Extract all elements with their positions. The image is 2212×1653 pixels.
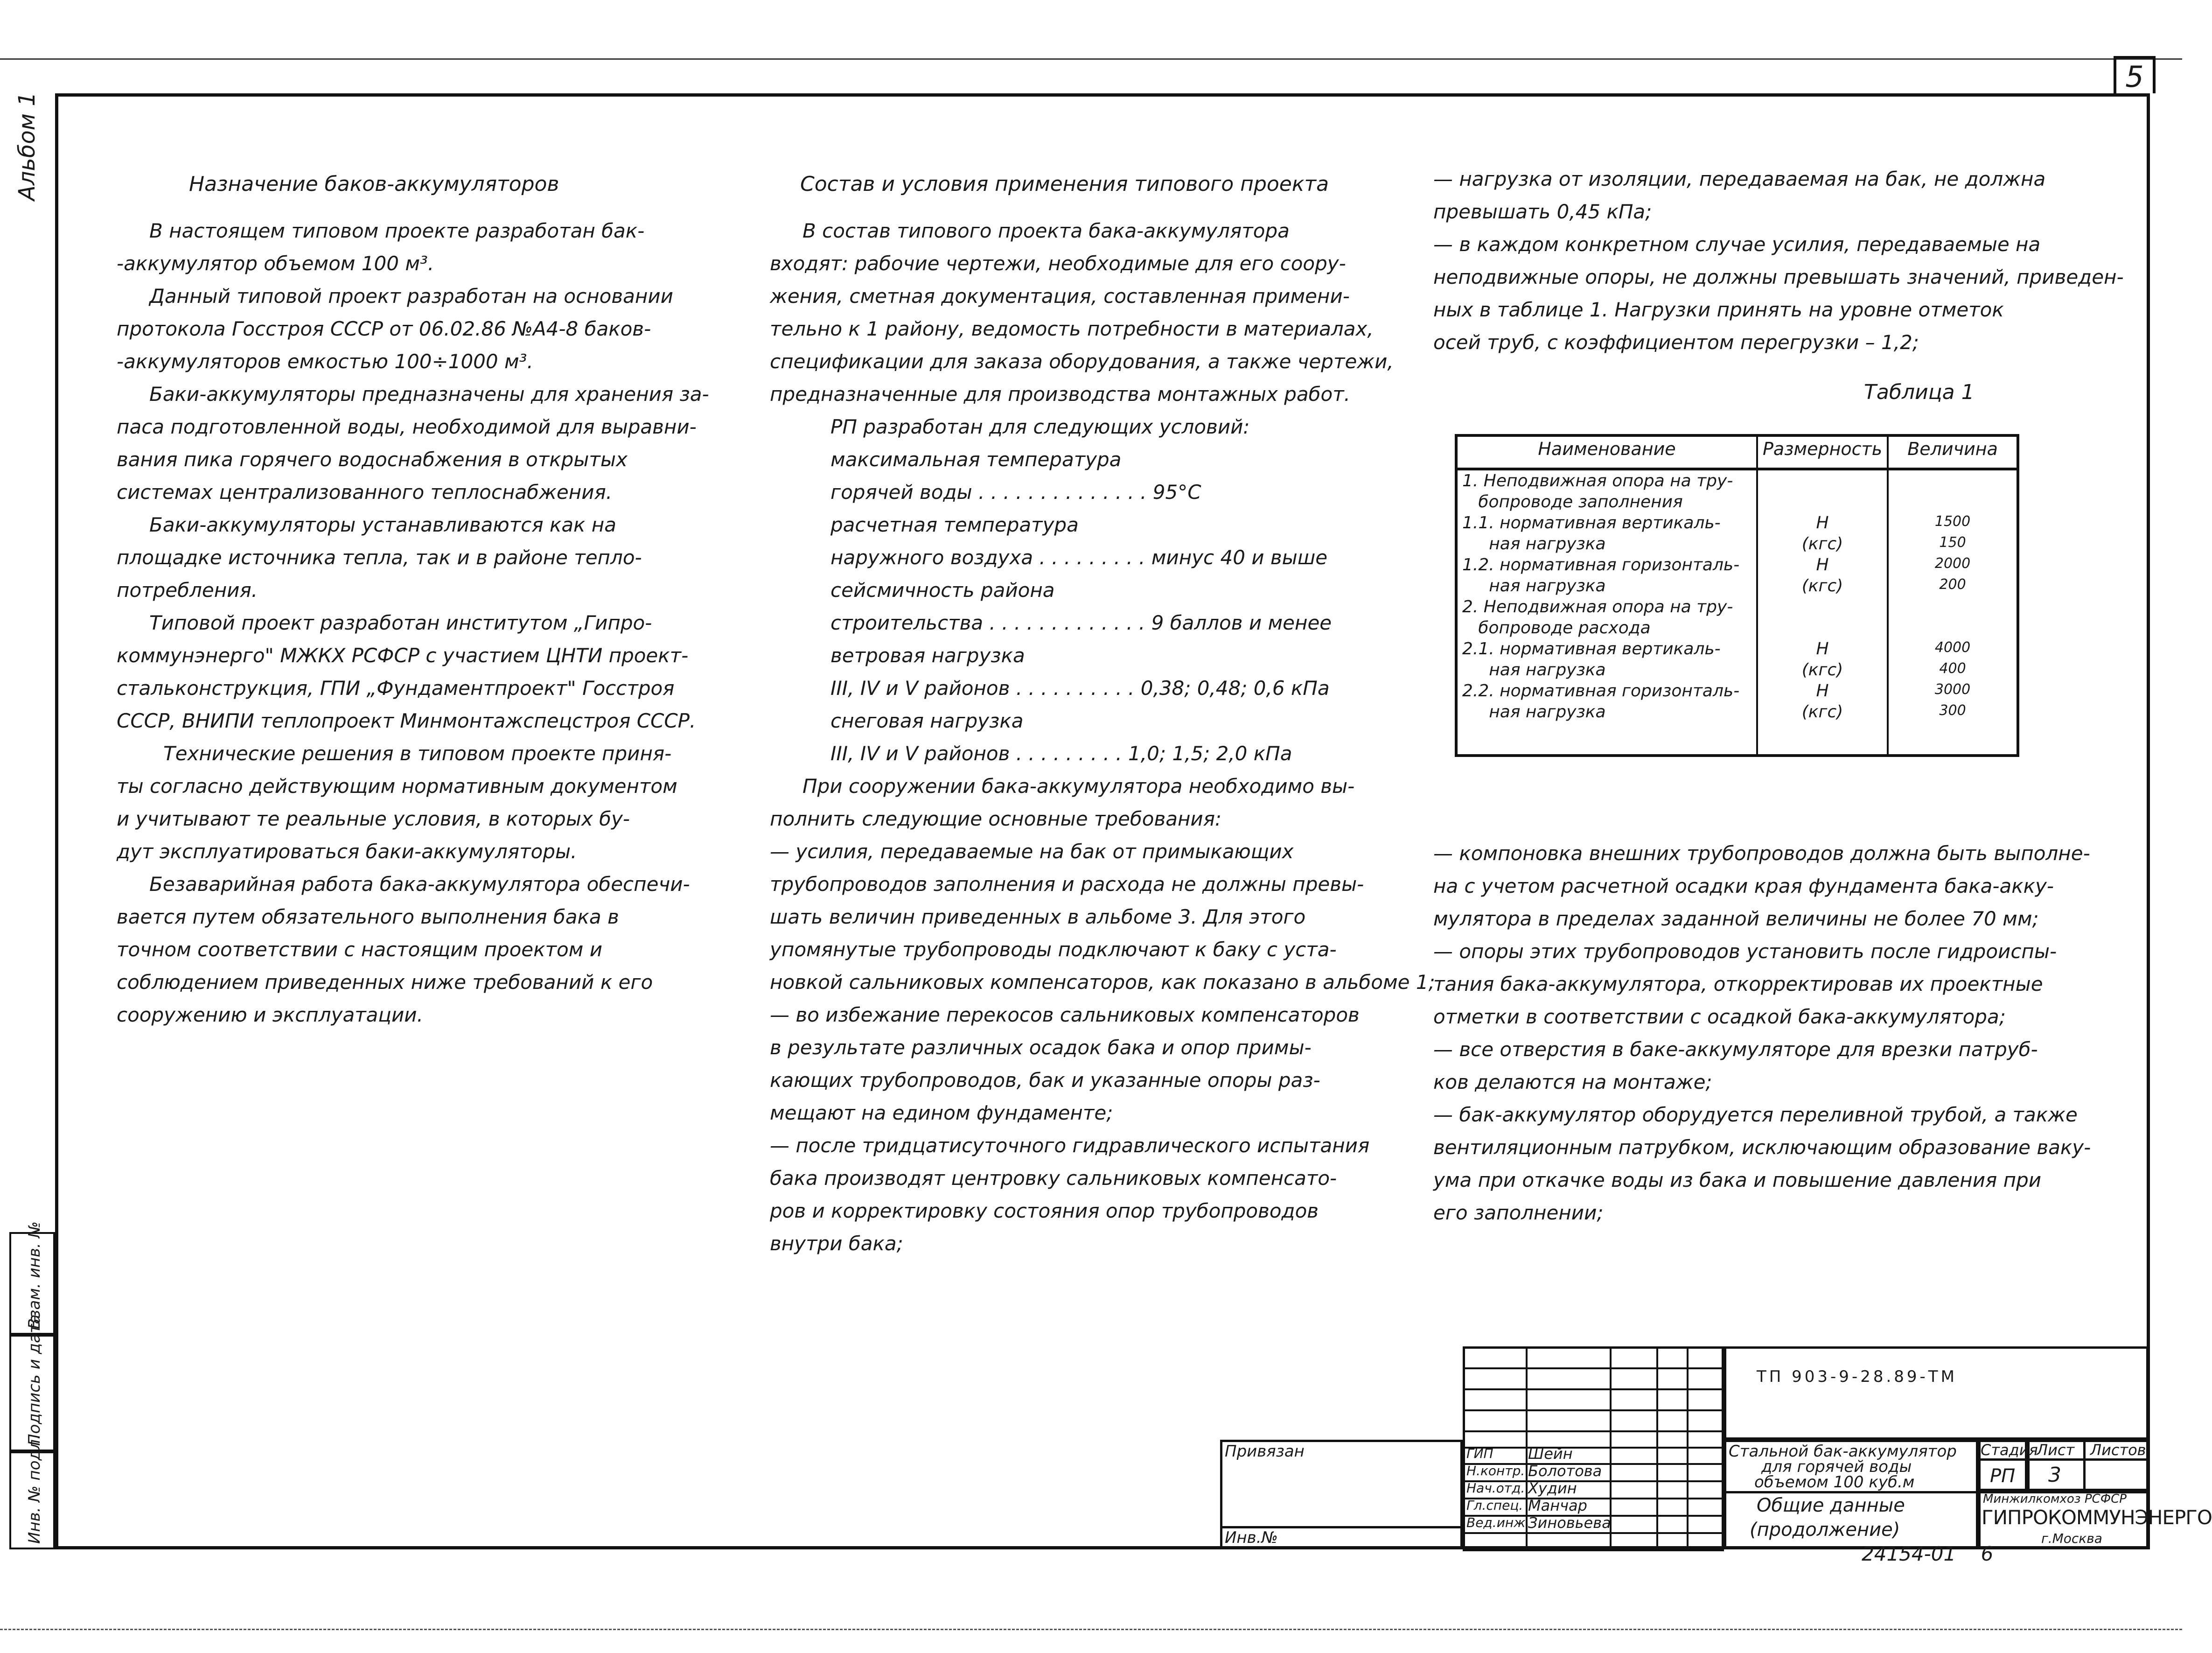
text-line: -аккумулятор объемом 100 м³.: [117, 252, 434, 275]
album-label: Альбом 1: [14, 92, 40, 201]
text-line: В состав типового проекта бака-аккумулятора: [802, 219, 1290, 242]
text-line: паса подготовленной воды, необходимой для выравни-: [117, 415, 697, 438]
table-header-name: Наименование: [1456, 435, 1757, 469]
table-row: [1456, 617, 2018, 638]
name-signature: Шейн: [1528, 1445, 1573, 1463]
object-title-line-1: Стальной бак-аккумулятор: [1729, 1442, 1957, 1461]
table-cell-unit: (кгс): [1757, 575, 1888, 596]
table-row: [1456, 491, 2018, 512]
table-row: [1456, 680, 2018, 701]
bottom-trim-line: [0, 1629, 2182, 1630]
stage-label: Стадия: [1981, 1441, 2038, 1459]
text-line: в результате различных осадок бака и опор примы-: [770, 1036, 1312, 1059]
text-line: ков делаются на монтаже;: [1433, 1071, 1712, 1093]
text-line: тельно к 1 району, ведомость потребности в материалах,: [770, 317, 1374, 340]
table-row: [1456, 638, 2018, 659]
table-cell-name: 2.2. нормативная горизонталь-: [1456, 680, 1757, 701]
text-line: трубопроводов заполнения и расхода не должны превы-: [770, 873, 1364, 896]
grid-hline: [1463, 1532, 1724, 1534]
table-cell-unit: Н: [1757, 554, 1888, 575]
text-line: спецификации для заказа оборудования, а также чертежи,: [770, 350, 1394, 373]
archive-number-value: 24154-01: [1862, 1542, 1956, 1565]
inv-label: Инв.№: [1225, 1528, 1278, 1547]
text-line: III, IV и V районов . . . . . . . . . 1,0; 1,5; 2,0 кПа: [830, 742, 1292, 765]
text-line: неподвижные опоры, не должны превышать значений, приведен-: [1433, 266, 2124, 288]
table-cell-value: 150: [1888, 533, 2018, 554]
table-row: [1456, 596, 2018, 617]
table-row: [1456, 701, 2018, 722]
table-cell-unit: (кгс): [1757, 533, 1888, 554]
right-column-bottom: [1433, 838, 2091, 1230]
table-row: [1456, 512, 2018, 533]
text-line: ты согласно действующим нормативным документом: [117, 775, 677, 798]
text-line: внутри бака;: [770, 1232, 903, 1255]
table-cell-value: 400: [1888, 659, 2018, 680]
text-line: ума при откачке воды из бака и повышение давления при: [1433, 1169, 2042, 1191]
text-line: кающих трубопроводов, бак и указанные опоры раз-: [770, 1069, 1320, 1092]
org-ministry: Минжилкомхоз РСФСР: [1983, 1492, 2127, 1506]
loads-table: [1455, 434, 2019, 757]
table-header-value: Величина: [1888, 435, 2018, 469]
left-column: [117, 154, 709, 1031]
sheet-value: 3: [2048, 1463, 2061, 1487]
text-line: протокола Госстроя СССР от 06.02.86 №А4-8 баков-: [117, 317, 651, 340]
side-label-signature: Подпись и дата: [25, 1314, 44, 1446]
name-signature: Манчар: [1528, 1497, 1587, 1514]
table-cell-unit: [1757, 617, 1888, 638]
table-cell-name: ная нагрузка: [1456, 701, 1757, 722]
text-line: потребления.: [117, 579, 258, 602]
text-line: Технические решения в типовом проекте приня-: [163, 742, 672, 765]
text-line: сооружению и эксплуатации.: [117, 1003, 423, 1026]
table-cell-value: 2000: [1888, 554, 2018, 575]
text-line: превышать 0,45 кПа;: [1433, 200, 1652, 223]
text-line: — опоры этих трубопроводов установить после гидроиспы-: [1433, 940, 2057, 963]
text-line: горячей воды . . . . . . . . . . . . . . 95°С: [830, 481, 1201, 504]
text-line: бака производят центровку сальниковых компенсато-: [770, 1167, 1337, 1190]
sheet-title-line-2: (продолжение): [1750, 1519, 1900, 1541]
table-cell-name: ная нагрузка: [1456, 533, 1757, 554]
grid-hline: [1463, 1549, 1724, 1551]
text-line: Баки-аккумуляторы предназначены для хранения за-: [149, 383, 709, 406]
text-line: ных в таблице 1. Нагрузки принять на уровне отметок: [1433, 298, 2004, 321]
role-label: Н.контр.: [1466, 1463, 1525, 1478]
table-cell-unit: [1757, 469, 1888, 491]
text-line: жения, сметная документация, составленная примени-: [770, 285, 1350, 308]
text-line: вается путем обязательного выполнения бака в: [117, 905, 619, 928]
text-line: Типовой проект разработан институтом „Гипро-: [149, 611, 652, 634]
text-line: отметки в соответствии с осадкой бака-аккумулятора;: [1433, 1005, 2006, 1028]
grid-hline: [1463, 1388, 1724, 1390]
side-strip: [0, 1221, 55, 1549]
text-line: В настоящем типовом проекте разработан бак-: [149, 219, 645, 242]
table-cell-name: 2.1. нормативная вертикаль-: [1456, 638, 1757, 659]
text-line: — все отверстия в баке-аккумуляторе для врезки патруб-: [1433, 1038, 2038, 1061]
text-line: его заполнении;: [1433, 1201, 1604, 1224]
org-name: ГИПРОКОММУНЭНЕРГО: [1982, 1506, 2212, 1529]
role-label: ГИП: [1466, 1446, 1493, 1461]
grid-vline: [1724, 1346, 1726, 1549]
text-line: — во избежание перекосов сальниковых компенсаторов: [770, 1003, 1360, 1026]
grid-hline: [1463, 1409, 1724, 1411]
table-cell-unit: [1757, 596, 1888, 617]
table-header-unit: Размерность: [1757, 435, 1888, 469]
middle-column: [770, 154, 1435, 1260]
text-line: — нагрузка от изоляции, передаваемая на бак, не должна: [1433, 168, 2046, 190]
name-signature: Худин: [1528, 1479, 1577, 1497]
text-line: на с учетом расчетной осадки края фундамента бака-акку-: [1433, 875, 2054, 897]
table-cell-name: 1.2. нормативная горизонталь-: [1456, 554, 1757, 575]
side-cell-orig-inv: [9, 1434, 55, 1549]
text-line: ров и корректировку состояния опор трубопроводов: [770, 1199, 1319, 1222]
text-line: III, IV и V районов . . . . . . . . . . 0,38; 0,48; 0,6 кПа: [830, 677, 1330, 700]
table-cell-value: [1888, 617, 2018, 638]
text-line: Безаварийная работа бака-аккумулятора обеспечи-: [149, 873, 690, 896]
org-city: г.Москва: [2041, 1531, 2102, 1546]
text-line: коммунэнерго" МЖКХ РСФСР с участием ЦНТИ проект-: [117, 644, 689, 667]
text-line: РП разработан для следующих условий:: [830, 415, 1250, 438]
text-line: системах централизованного теплоснабжения.: [117, 481, 613, 504]
text-line: точном соответствии с настоящим проектом и: [117, 938, 602, 961]
right-column-top: [1433, 163, 2124, 359]
grid-hline: [1463, 1367, 1724, 1369]
top-trim-line: [0, 58, 2182, 60]
text-line: входят: рабочие чертежи, необходимые для его соору-: [770, 252, 1346, 275]
middle-heading: Состав и условия применения типового проекта: [800, 172, 1329, 196]
role-label: Нач.отд.: [1466, 1480, 1525, 1496]
text-line: — компоновка внешних трубопроводов должна быть выполне-: [1433, 842, 2090, 865]
table-cell-value: 3000: [1888, 680, 2018, 701]
table1-title: Таблица 1: [1864, 380, 1975, 404]
left-heading: Назначение баков-аккумуляторов: [189, 172, 559, 196]
text-line: ветровая нагрузка: [830, 644, 1025, 667]
text-line: снеговая нагрузка: [830, 709, 1024, 732]
text-line: — в каждом конкретном случае усилия, передаваемые на: [1433, 233, 2041, 256]
text-line: строительства . . . . . . . . . . . . . 9 баллов и менее: [830, 611, 1332, 634]
table-cell-unit: Н: [1757, 680, 1888, 701]
text-line: Баки-аккумуляторы устанавливаются как на: [149, 513, 616, 536]
table-cell-value: 200: [1888, 575, 2018, 596]
doc-number-box: [1724, 1346, 2149, 1440]
side-label-orig-inv: Инв. № подл.: [25, 1434, 44, 1544]
table-cell-empty: [1456, 722, 1757, 756]
table-cell-name: 2. Неподвижная опора на тру-: [1456, 596, 1757, 617]
grid-hline: [1463, 1447, 1724, 1449]
text-line: мещают на едином фундаменте;: [770, 1101, 1113, 1124]
text-line: новкой сальниковых компенсаторов, как показано в альбоме 1;: [770, 971, 1435, 994]
role-label: Гл.спец.: [1466, 1498, 1523, 1513]
table-cell-name: 1. Неподвижная опора на тру-: [1456, 469, 1757, 491]
table-row-spacer: [1456, 722, 2018, 756]
title-block: [1220, 1346, 2212, 1549]
text-line: осей труб, с коэффициентом перегрузки – 1,2;: [1433, 331, 1919, 354]
table-cell-name: ная нагрузка: [1456, 659, 1757, 680]
text-line: соблюдением приведенных ниже требований к его: [117, 971, 653, 994]
table-cell-value: [1888, 596, 2018, 617]
table-cell-empty: [1757, 722, 1888, 756]
text-line: — усилия, передаваемые на бак от примыкающих: [770, 840, 1294, 863]
archive-sheet-value: 6: [1981, 1542, 1994, 1565]
table-cell-empty: [1888, 722, 2018, 756]
grid-hline: [1463, 1346, 1724, 1348]
text-line: вентиляционным патрубком, исключающим образование ваку-: [1433, 1136, 2091, 1159]
text-line: площадке источника тепла, так и в районе тепло-: [117, 546, 642, 569]
text-line: — после тридцатисуточного гидравлического испытания: [770, 1134, 1370, 1157]
text-line: тания бака-аккумулятора, откорректировав их проектные: [1433, 973, 2043, 995]
text-line: вания пика горячего водоснабжения в открытых: [117, 448, 628, 471]
table-row: [1456, 533, 2018, 554]
object-title-line-2: для горячей воды: [1761, 1457, 1912, 1476]
sheet-title-line-1: Общие данные: [1757, 1495, 1905, 1516]
text-line: При сооружении бака-аккумулятора необходимо вы-: [802, 775, 1355, 798]
table-cell-unit: (кгс): [1757, 659, 1888, 680]
archive-number: [1862, 1542, 1993, 1565]
table-cell-unit: (кгс): [1757, 701, 1888, 722]
table-cell-value: [1888, 491, 2018, 512]
table-cell-value: 300: [1888, 701, 2018, 722]
table-row: [1456, 659, 2018, 680]
table-cell-value: 4000: [1888, 638, 2018, 659]
table-row: [1456, 575, 2018, 596]
text-line: мулятора в пределах заданной величины не более 70 мм;: [1433, 907, 2039, 930]
table-cell-name: ная нагрузка: [1456, 575, 1757, 596]
sheet-label: Лист: [2037, 1441, 2075, 1459]
name-signature: Зиновьева: [1528, 1514, 1611, 1532]
text-line: -аккумуляторов емкостью 100÷1000 м³.: [117, 350, 533, 373]
text-line: наружного воздуха . . . . . . . . . минус 40 и выше: [830, 546, 1328, 569]
text-line: — бак-аккумулятор оборудуется переливной трубой, а также: [1433, 1103, 2078, 1126]
text-line: СССР, ВНИПИ теплопроект Минмонтажспецстроя СССР.: [117, 709, 696, 732]
stage-value: РП: [1990, 1465, 2016, 1487]
text-line: полнить следующие основные требования:: [770, 807, 1222, 830]
table-cell-name: 1.1. нормативная вертикаль-: [1456, 512, 1757, 533]
text-line: шать величин приведенных в альбоме 3. Для этого: [770, 905, 1306, 928]
role-label: Вед.инж.: [1466, 1515, 1530, 1530]
table-cell-name: бопроводе заполнения: [1456, 491, 1757, 512]
page-number: 5: [2114, 56, 2156, 93]
table-row: [1456, 469, 2018, 491]
text-line: стальконструкция, ГПИ „Фундаментпроект" Госстроя: [117, 677, 675, 700]
table-cell-value: 1500: [1888, 512, 2018, 533]
text-line: упомянутые трубопроводы подключают к баку с уста-: [770, 938, 1337, 961]
name-signature: Болотова: [1528, 1462, 1602, 1480]
text-line: расчетная температура: [830, 513, 1079, 536]
table-cell-unit: Н: [1757, 512, 1888, 533]
table-cell-unit: [1757, 491, 1888, 512]
doc-number: ТП 903-9-28.89-ТМ: [1757, 1367, 1957, 1386]
sheets-label: Листов: [2090, 1441, 2146, 1459]
table-cell-value: [1888, 469, 2018, 491]
text-line: максимальная температура: [830, 448, 1122, 471]
privyazan-label: Привязан: [1225, 1442, 1305, 1461]
text-line: сейсмичность района: [830, 579, 1055, 602]
grid-hline: [1463, 1430, 1724, 1432]
table-cell-unit: Н: [1757, 638, 1888, 659]
text-line: дут эксплуатироваться баки-аккумуляторы.: [117, 840, 577, 863]
table-row: [1456, 554, 2018, 575]
text-line: и учитывают те реальные условия, в которых бу-: [117, 807, 630, 830]
table-cell-name: бопроводе расхода: [1456, 617, 1757, 638]
object-title-line-3: объемом 100 куб.м: [1754, 1473, 1915, 1492]
text-line: предназначенные для производства монтажных работ.: [770, 383, 1351, 406]
side-label-replace-inv: Взам. инв. №: [25, 1221, 44, 1329]
text-line: Данный типовой проект разработан на основании: [149, 285, 673, 308]
